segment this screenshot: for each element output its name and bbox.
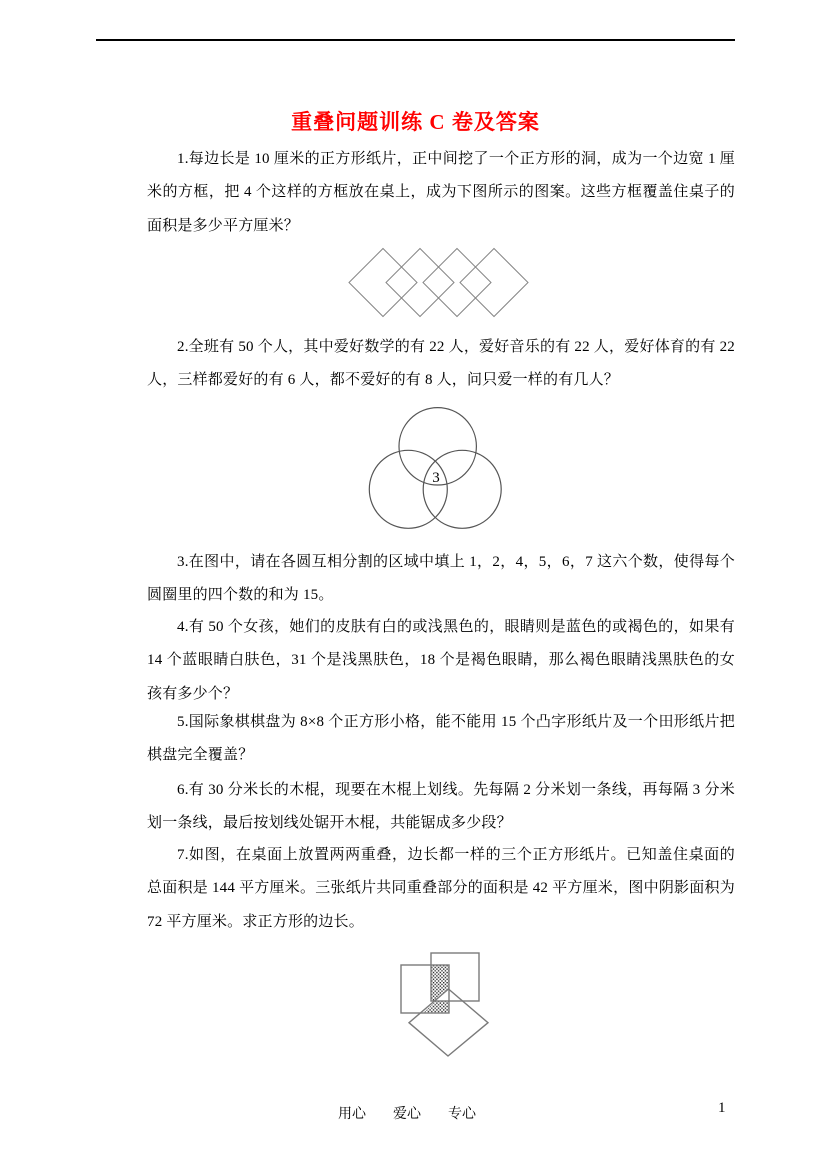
problem-3: 3.在图中，请在各圆互相分割的区域中填上 1，2，4，5，6，7 这六个数，使得每个圆圈里的四个数的和为 15。 [147,554,735,604]
venn-circle-bottom-right [423,450,501,528]
frame-diamond-1 [349,249,417,317]
footer-motto-word-2: 爱心 [393,1107,421,1122]
footer-motto-word-1: 用心 [338,1107,366,1122]
footer-motto [338,1103,503,1123]
problem-1: 1.每边长是 10 厘米的正方形纸片，正中间挖了一个正方形的洞，成为一个边宽 1 厘米的方框，把 4 个这样的方框放在桌上，成为下图所示的图案。这些方框覆盖住桌子的面积是多少平方厘米？ [147,151,735,234]
figure-overlapping-sheets [392,948,497,1062]
problem-4: 4.有 50 个女孩，她们的皮肤有白的或浅黑色的，眼睛则是蓝色的或褐色的，如果有 14 个蓝眼睛白肤色，31 个是浅黑肤色，18 个是褐色眼睛，那么褐色眼睛浅黑肤色的女孩有多少个？ [147,619,735,702]
venn-circle-bottom-left [369,450,447,528]
problem-5: 5.国际象棋棋盘为 8×8 个正方形小格，能不能用 15 个凸字形纸片及一个田形纸片把棋盘完全覆盖？ [147,714,735,764]
header-rule [96,39,735,41]
venn-center-label: 3 [432,470,440,486]
page-title: 重叠问题训练 C 卷及答案 [291,110,540,134]
footer-motto-word-3: 专心 [448,1107,476,1122]
shaded-overlap-region [423,965,449,1013]
frame-diamond-2 [386,249,454,317]
page-number: 1 [718,1100,726,1116]
frame-diamond-3 [423,249,491,317]
problem-2: 2.全班有 50 个人，其中爱好数学的有 22 人，爱好音乐的有 22 人，爱好体育的有 22 人，三样都爱好的有 6 人，都不爱好的有 8 人，问只爱一样的有几人？ [147,339,735,389]
figure-venn-diagram [360,404,505,531]
figure-overlapping-frames [348,247,538,319]
problem-6: 6.有 30 分米长的木棍，现要在木棍上划线。先每隔 2 分米划一条线，再每隔 3 分米划一条线，最后按划线处锯开木棍，共能锯成多少段？ [147,782,735,832]
problem-7: 7.如图，在桌面上放置两两重叠，边长都一样的三个正方形纸片。已知盖住桌面的总面积是 144 平方厘米。三张纸片共同重叠部分的面积是 42 平方厘米，图中阴影面积为 72 平方厘米。求正方形的边长。 [147,847,735,930]
frame-diamond-4 [460,249,528,317]
